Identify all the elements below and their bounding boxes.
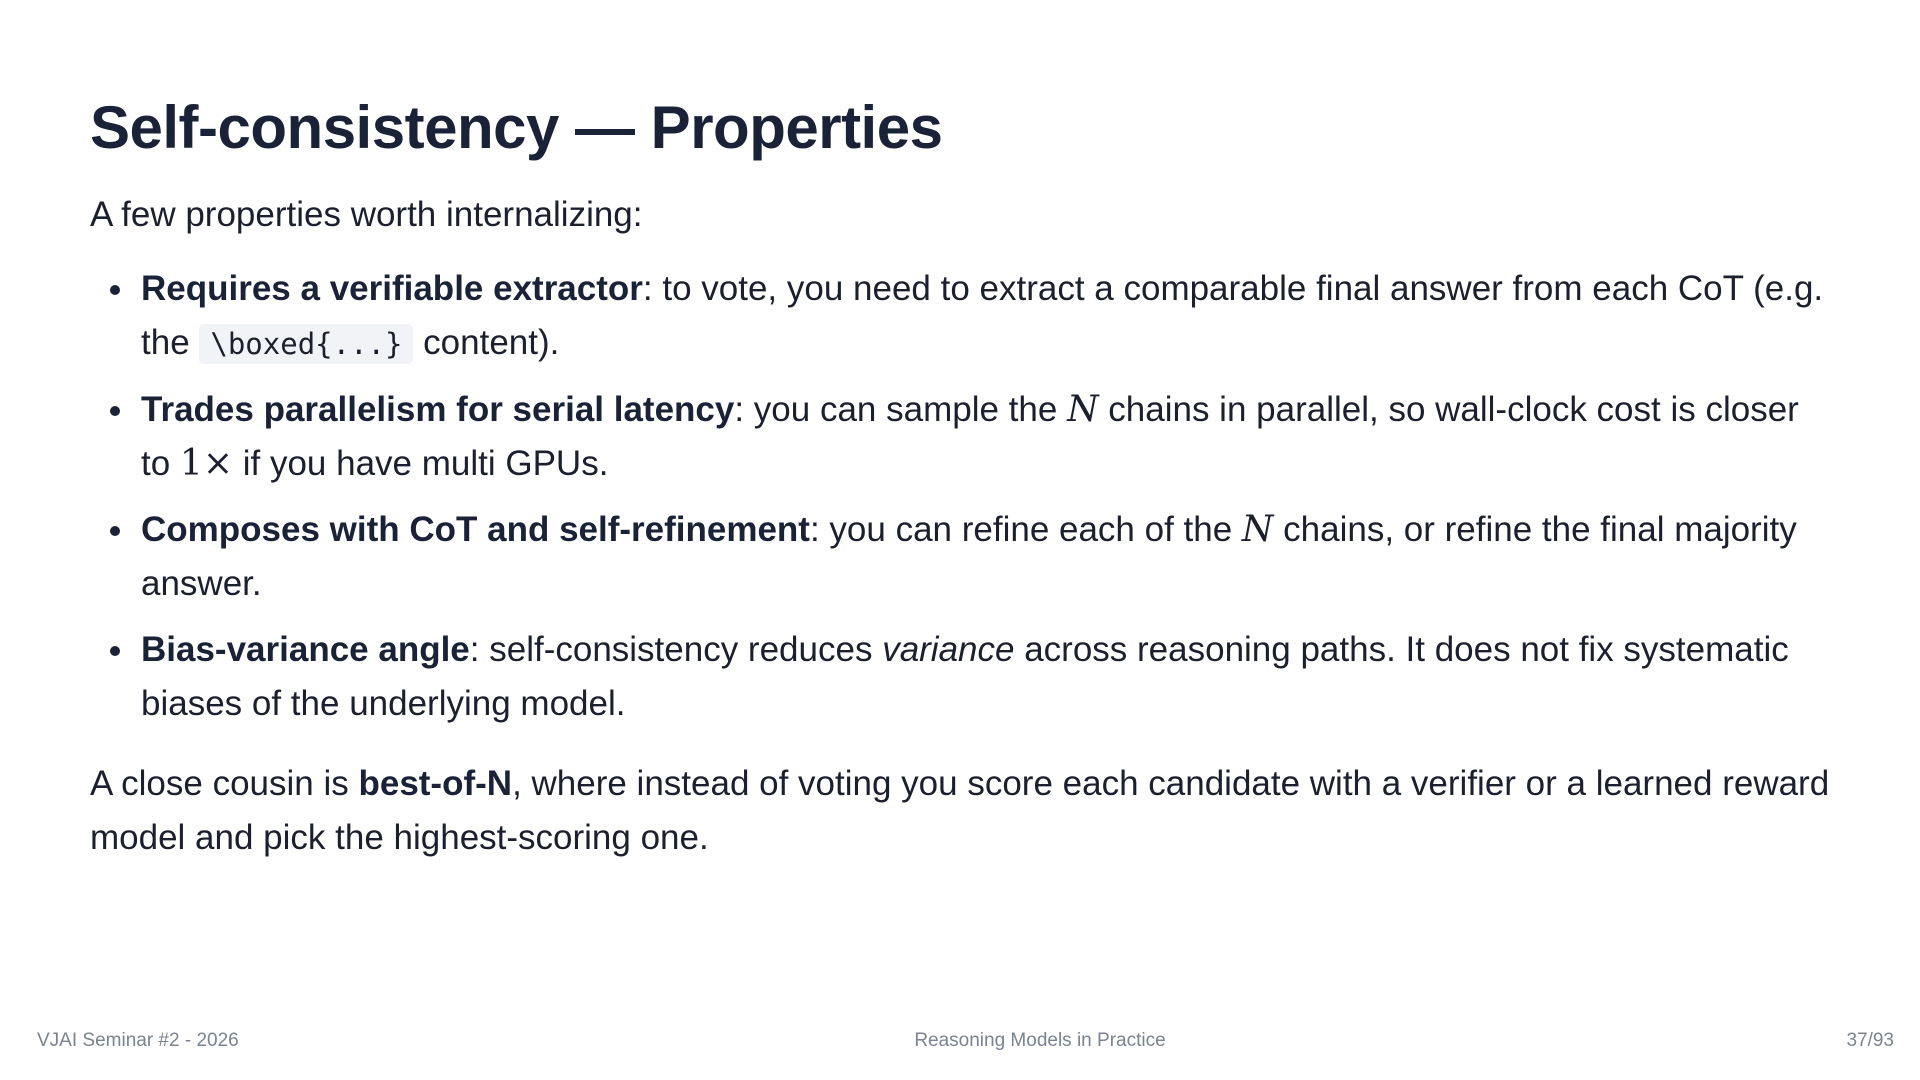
bullet-text: across reasoning paths. It does not fix systematic biases of the underlying model. <box>141 630 1789 723</box>
bullet-dot-icon <box>110 526 120 536</box>
slide-footer <box>0 1014 1920 1080</box>
bullet-text: : you can refine each of the <box>809 510 1242 549</box>
bullet-heading: Requires a verifiable extractor <box>141 269 643 308</box>
bullet-text: : to vote, you need to extract a comparable final answer from each CoT (e.g. the <box>141 269 1824 362</box>
bullet-dot-icon <box>110 646 120 656</box>
inline-code: \boxed{...} <box>199 324 413 364</box>
list-item <box>90 623 1830 731</box>
slide-title: Self-consistency — Properties <box>90 94 943 161</box>
bullet-dot-icon <box>110 285 120 295</box>
bullet-text: if you have multi GPUs. <box>233 444 609 483</box>
closing-bold-term: best-of-N <box>358 764 513 803</box>
closing-paragraph <box>90 757 1830 865</box>
closing-text: A close cousin is <box>90 764 359 803</box>
list-item <box>90 262 1830 371</box>
bullet-heading: Bias-variance angle <box>141 630 470 669</box>
bullet-heading: Composes with CoT and self-refinement <box>141 510 810 549</box>
list-item <box>90 503 1830 611</box>
bullet-heading: Trades parallelism for serial latency <box>141 390 735 429</box>
footer-event: VJAI Seminar #2 - 2026 <box>37 1030 239 1051</box>
bullet-text: : self-consistency reduces <box>469 630 883 669</box>
bullet-text: content). <box>413 323 560 362</box>
list-item <box>90 383 1830 491</box>
bullet-text: chains, or refine the final majority answer. <box>141 510 1797 603</box>
bullet-dot-icon <box>110 406 120 416</box>
closing-text: , where instead of voting you score each candidate with a verifier or a learned reward model and pick the highest-scoring one. <box>90 764 1830 857</box>
math-variable: N <box>1067 389 1099 430</box>
page-number: 37/93 <box>1846 1030 1894 1051</box>
math-expression: 1× <box>179 443 233 484</box>
italic-term: variance <box>882 630 1015 669</box>
properties-list <box>90 262 1830 731</box>
bullet-text: : you can sample the <box>734 390 1068 429</box>
math-variable: N <box>1241 509 1274 550</box>
bullet-text: chains in parallel, so wall-clock cost is closer to <box>141 390 1799 483</box>
intro-text: A few properties worth internalizing: <box>90 195 643 234</box>
footer-talk-title: Reasoning Models in Practice <box>914 1030 1166 1051</box>
